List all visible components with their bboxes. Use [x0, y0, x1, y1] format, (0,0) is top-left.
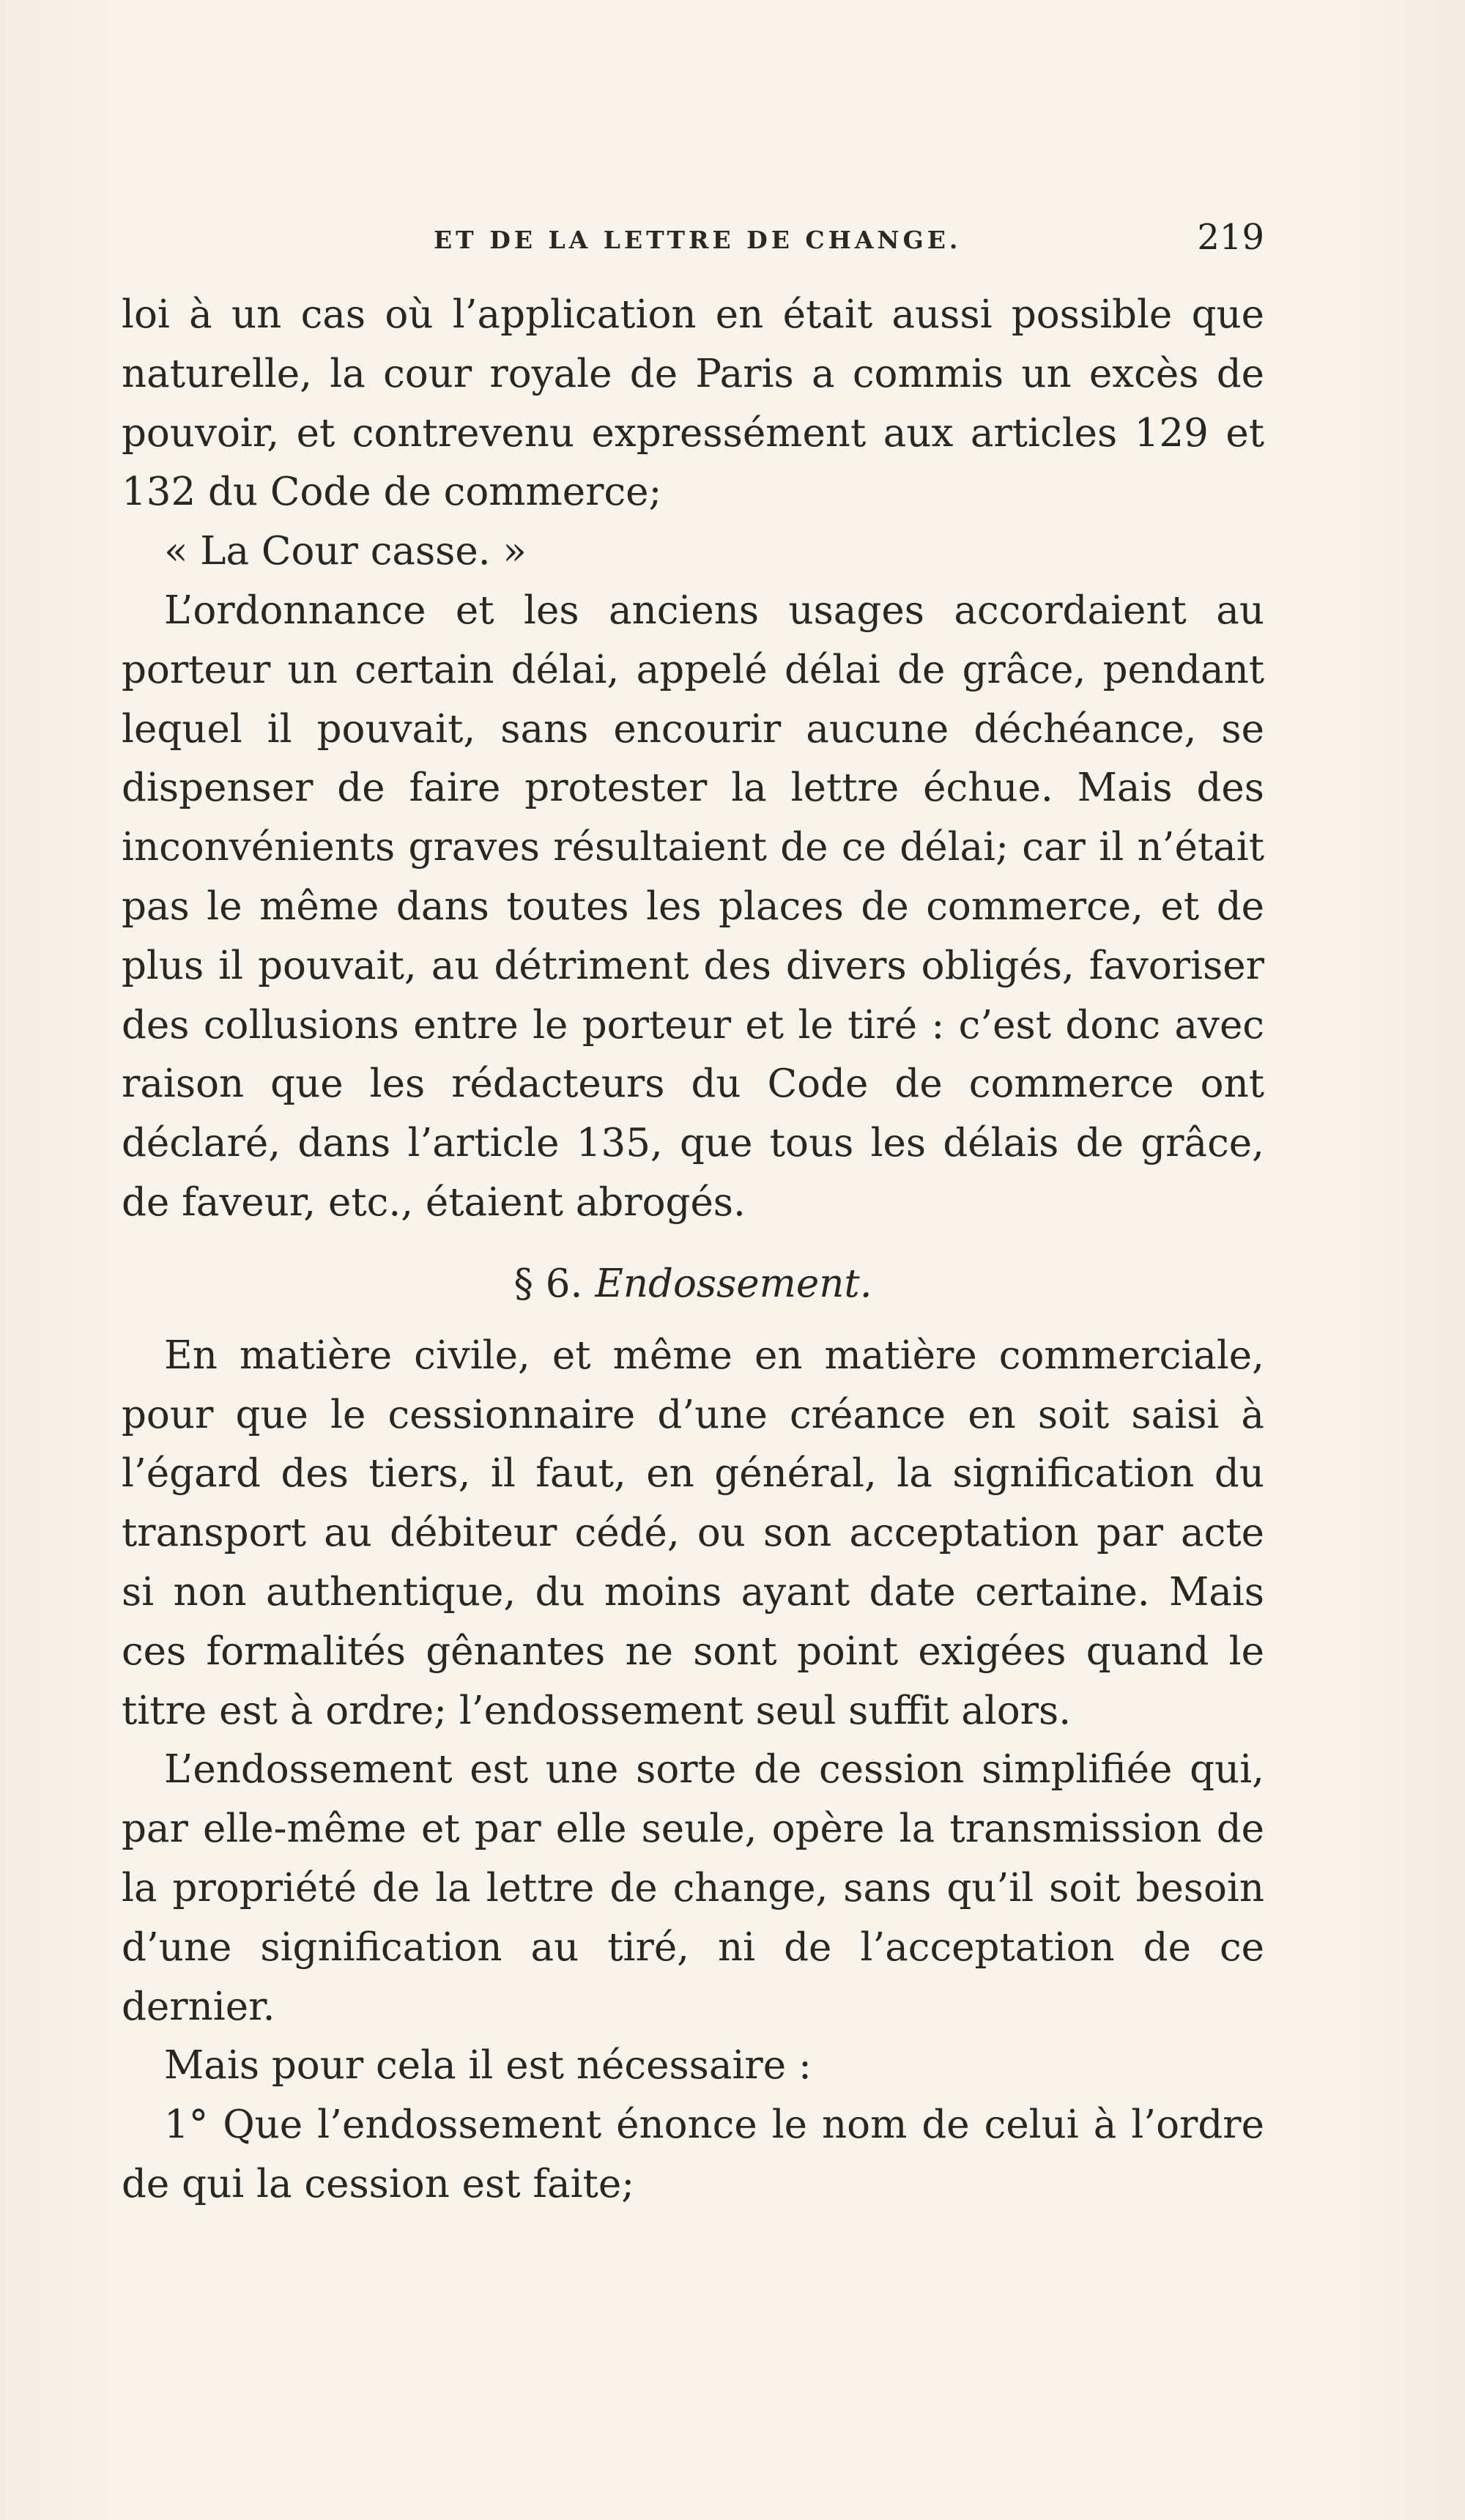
- paragraph: En matière civile, et même en matière commerciale, pour que le cessionnaire d’une créance en soit saisi à l’égard des tiers, il faut, en général, la signification du transport au débiteur cédé, ou son acceptation par acte si non authentique, du moins ayant date certaine. Mais ces formalités gênantes ne sont point exigées quand le titre est à ordre; l’endossement seul suffit alors.: [122, 1333, 1264, 1733]
- running-head: [122, 207, 1264, 265]
- page-content: [122, 207, 1264, 2215]
- body-text: [122, 286, 1264, 2215]
- running-head-title: ET DE LA LETTRE DE CHANGE.: [434, 226, 962, 254]
- paragraph: L’endossement est une sorte de cession simplifiée qui, par elle-même et par elle seule, opère la transmission de la propriété de la lettre de change, sans qu’il soit besoin d’une signification au tiré, ni de l’acceptation de ce dernier.: [122, 1747, 1264, 2029]
- page-number: 219: [1197, 217, 1264, 258]
- paragraph: loi à un cas où l’application en était aussi possible que naturelle, la cour royale de Paris a commis un excès de pouvoir, et contrevenu expressément aux articles 129 et 132 du Code de commerce;: [122, 292, 1264, 515]
- section-title: Endossement.: [595, 1261, 872, 1306]
- section-number: § 6.: [513, 1261, 583, 1306]
- paragraph: L’ordonnance et les anciens usages accordaient au porteur un certain délai, appelé délai de grâce, pendant lequel il pouvait, sans encourir aucune déchéance, se dispenser de faire protester la lettre échue. Mais des inconvénients graves résultaient de ce délai; car il n’était pas le même dans toutes les places de commerce, et de plus il pouvait, au détriment des divers obligés, favoriser des collusions entre le porteur et le tiré : c’est donc avec raison que les rédacteurs du Code de commerce ont déclaré, dans l’article 135, que tous les délais de grâce, de faveur, etc., étaient abrogés.: [122, 588, 1264, 1225]
- section-heading: [122, 1255, 1264, 1313]
- paragraph: Mais pour cela il est nécessaire :: [164, 2043, 812, 2089]
- paragraph: 1° Que l’endossement énonce le nom de celui à l’ordre de qui la cession est faite;: [122, 2102, 1264, 2206]
- paragraph: « La Cour casse. »: [164, 529, 527, 574]
